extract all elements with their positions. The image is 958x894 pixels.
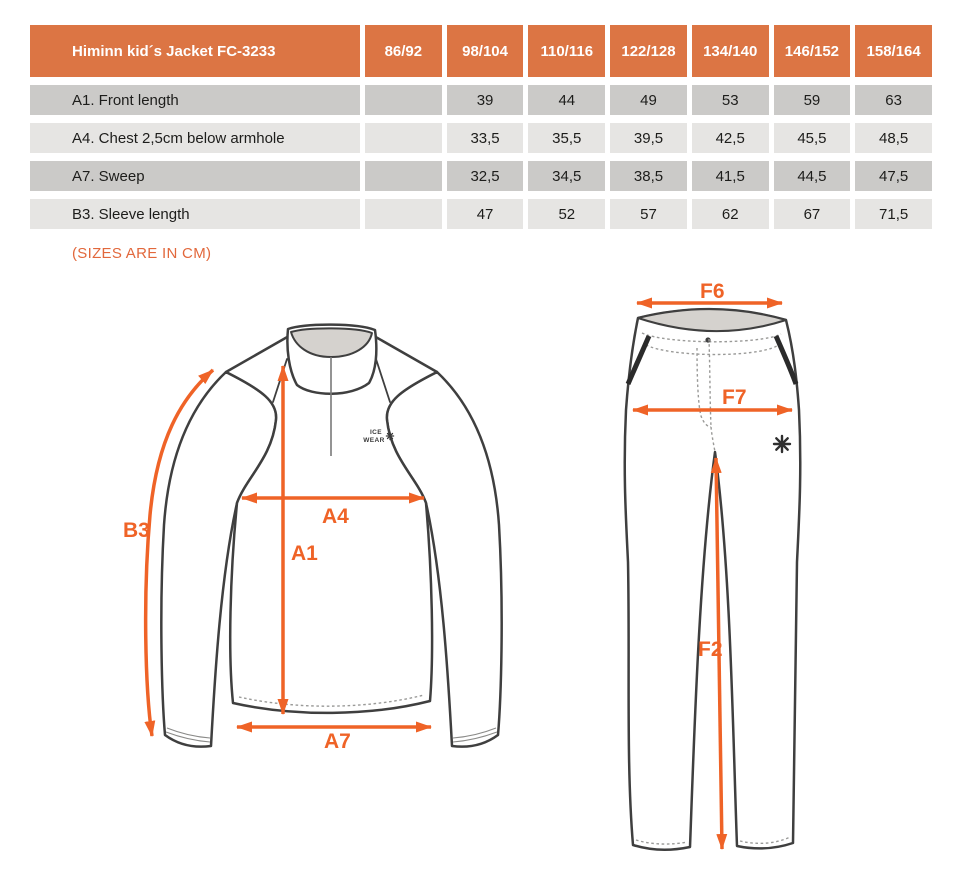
table-title-cell: Himinn kid´s Jacket FC-3233 bbox=[30, 25, 360, 77]
size-value-cell: 41,5 bbox=[692, 161, 769, 191]
size-value-cell: 67 bbox=[774, 199, 851, 229]
f6-label: F6 bbox=[700, 280, 725, 303]
waist-button bbox=[705, 337, 710, 342]
row-label: A1. Front length bbox=[30, 85, 360, 115]
size-value-cell: 47 bbox=[447, 199, 524, 229]
f2-label: F2 bbox=[698, 638, 723, 661]
a1-label: A1 bbox=[291, 542, 318, 565]
row-label: B3. Sleeve length bbox=[30, 199, 360, 229]
size-column-header: 134/140 bbox=[692, 25, 769, 77]
size-value-cell: 44 bbox=[528, 85, 605, 115]
size-value-cell: 53 bbox=[692, 85, 769, 115]
size-value-cell: 39,5 bbox=[610, 123, 687, 153]
size-value-cell: 57 bbox=[610, 199, 687, 229]
size-value-cell: 59 bbox=[774, 85, 851, 115]
size-value-cell: 49 bbox=[610, 85, 687, 115]
row-label: A4. Chest 2,5cm below armhole bbox=[30, 123, 360, 153]
size-value-cell: 32,5 bbox=[447, 161, 524, 191]
pants-drawing bbox=[625, 280, 801, 850]
size-value-cell: 35,5 bbox=[528, 123, 605, 153]
svg-text:ICE: ICE bbox=[369, 429, 383, 436]
size-column-header: 146/152 bbox=[774, 25, 851, 77]
size-column-header: 98/104 bbox=[447, 25, 524, 77]
size-value-cell: 47,5 bbox=[855, 161, 932, 191]
logo-gear-icon bbox=[386, 432, 393, 439]
size-value-cell: 48,5 bbox=[855, 123, 932, 153]
size-column-header: 110/116 bbox=[528, 25, 605, 77]
size-value-cell: 33,5 bbox=[447, 123, 524, 153]
size-value-cell: 71,5 bbox=[855, 199, 932, 229]
size-column-header: 122/128 bbox=[610, 25, 687, 77]
size-value-cell: 44,5 bbox=[774, 161, 851, 191]
sizes-note: (SIZES ARE IN CM) bbox=[72, 245, 212, 262]
size-value-cell: 62 bbox=[692, 199, 769, 229]
size-value-cell: 45,5 bbox=[774, 123, 851, 153]
a7-label: A7 bbox=[324, 730, 351, 753]
size-value-cell: 52 bbox=[528, 199, 605, 229]
snowflake-logo bbox=[774, 436, 790, 452]
size-value-cell: 38,5 bbox=[610, 161, 687, 191]
size-value-cell: 63 bbox=[855, 85, 932, 115]
pants-body bbox=[625, 309, 801, 850]
size-column-header: 86/92 bbox=[365, 25, 442, 77]
size-column-header: 158/164 bbox=[855, 25, 932, 77]
size-value-cell: 42,5 bbox=[692, 123, 769, 153]
a4-label: A4 bbox=[322, 505, 349, 528]
f7-label: F7 bbox=[722, 386, 747, 409]
size-value-cell: 34,5 bbox=[528, 161, 605, 191]
size-value-cell: 39 bbox=[447, 85, 524, 115]
b3-label: B3 bbox=[123, 519, 150, 542]
svg-text:WEAR: WEAR bbox=[363, 437, 385, 444]
jacket-drawing bbox=[123, 325, 502, 753]
row-label: A7. Sweep bbox=[30, 161, 360, 191]
